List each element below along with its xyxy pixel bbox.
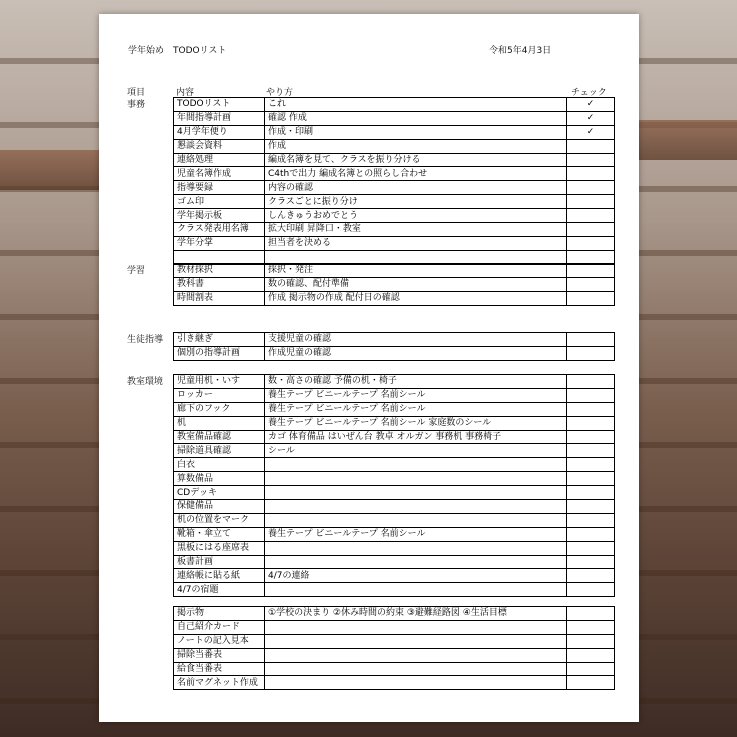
todo-table-section	[173, 606, 615, 690]
table-row	[174, 223, 615, 237]
check-cell[interactable]	[567, 181, 615, 195]
method-cell: 養生テープ ビニールテープ 名前シール	[265, 527, 567, 541]
check-cell[interactable]	[567, 346, 615, 360]
table-row	[174, 416, 615, 430]
item-cell: 4月学年便り	[174, 125, 265, 139]
background-desk-right	[637, 120, 737, 160]
method-cell	[265, 634, 567, 648]
column-header-check: チェック	[571, 88, 607, 98]
table-row	[174, 388, 615, 402]
check-cell[interactable]	[567, 264, 615, 278]
item-cell: 個別の指導計画	[174, 346, 265, 360]
check-cell[interactable]	[567, 388, 615, 402]
check-cell[interactable]	[567, 555, 615, 569]
method-cell: クラスごとに振り分け	[265, 195, 567, 209]
method-cell	[265, 458, 567, 472]
item-cell: 懇談会資料	[174, 139, 265, 153]
table-row	[174, 125, 615, 139]
table-row	[174, 486, 615, 500]
check-cell[interactable]	[567, 291, 615, 305]
table-row	[174, 346, 615, 360]
sheet-date: 令和5年4月3日	[489, 46, 552, 56]
check-cell[interactable]	[567, 333, 615, 347]
check-cell[interactable]	[567, 500, 615, 514]
table-row	[174, 264, 615, 278]
item-cell: 机	[174, 416, 265, 430]
check-cell[interactable]	[567, 444, 615, 458]
item-cell: 学年掲示板	[174, 209, 265, 223]
check-cell[interactable]	[567, 209, 615, 223]
table-row	[174, 607, 615, 621]
item-cell: 机の位置をマーク	[174, 513, 265, 527]
table-row	[174, 458, 615, 472]
item-cell: 教材採択	[174, 264, 265, 278]
method-cell: 内容の確認	[265, 181, 567, 195]
table-row	[174, 139, 615, 153]
item-cell: 4/7の宿題	[174, 583, 265, 597]
method-cell: 作成・印刷	[265, 125, 567, 139]
section-category: 事務	[127, 100, 146, 110]
item-cell: 時間割表	[174, 291, 265, 305]
check-cell[interactable]	[567, 662, 615, 676]
table-row	[174, 620, 615, 634]
todo-table-section	[173, 263, 615, 306]
check-cell[interactable]	[567, 513, 615, 527]
method-cell	[265, 648, 567, 662]
check-cell[interactable]	[567, 139, 615, 153]
item-cell: ロッカー	[174, 388, 265, 402]
table-row	[174, 98, 615, 112]
method-cell	[265, 620, 567, 634]
item-cell: ノートの記入見本	[174, 634, 265, 648]
check-cell[interactable]	[567, 416, 615, 430]
method-cell: 数・高さの確認 予備の机・椅子	[265, 375, 567, 389]
check-cell[interactable]	[567, 541, 615, 555]
method-cell: C4thで出力 編成名簿との照らし合わせ	[265, 167, 567, 181]
table-row	[174, 209, 615, 223]
check-cell[interactable]	[567, 167, 615, 181]
table-row	[174, 541, 615, 555]
item-cell: 黒板にはる座席表	[174, 541, 265, 555]
item-cell: 年間指導計画	[174, 111, 265, 125]
table-row	[174, 153, 615, 167]
table-row	[174, 167, 615, 181]
check-cell[interactable]	[567, 620, 615, 634]
method-cell	[265, 662, 567, 676]
table-row	[174, 634, 615, 648]
item-cell: 指導要録	[174, 181, 265, 195]
method-cell: 作成児童の確認	[265, 346, 567, 360]
method-cell: 確認 作成	[265, 111, 567, 125]
method-cell	[265, 472, 567, 486]
item-cell: TODOリスト	[174, 98, 265, 112]
item-cell: 給食当番表	[174, 662, 265, 676]
table-row	[174, 333, 615, 347]
check-cell[interactable]: ✓	[567, 111, 615, 125]
item-cell: 連絡処理	[174, 153, 265, 167]
check-cell[interactable]	[567, 402, 615, 416]
check-cell[interactable]	[567, 569, 615, 583]
item-cell: 児童用机・いす	[174, 375, 265, 389]
method-cell: 養生テープ ビニールテープ 名前シール 家庭数のシール	[265, 416, 567, 430]
method-cell: これ	[265, 98, 567, 112]
table-row	[174, 402, 615, 416]
item-cell: 名前マグネット作成	[174, 676, 265, 690]
todo-table-section	[173, 374, 615, 597]
table-row	[174, 472, 615, 486]
method-cell: 養生テープ ビニールテープ 名前シール	[265, 388, 567, 402]
check-cell[interactable]	[567, 676, 615, 690]
table-row	[174, 583, 615, 597]
check-cell[interactable]	[567, 195, 615, 209]
method-cell: カゴ 体育備品 はいぜん台 教卓 オルガン 事務机 事務椅子	[265, 430, 567, 444]
check-cell[interactable]	[567, 223, 615, 237]
table-row	[174, 444, 615, 458]
method-cell	[265, 513, 567, 527]
method-cell: 養生テープ ビニールテープ 名前シール	[265, 402, 567, 416]
todo-table-section	[173, 332, 615, 361]
check-cell[interactable]	[567, 648, 615, 662]
item-cell: 連絡帳に貼る紙	[174, 569, 265, 583]
table-row	[174, 662, 615, 676]
table-row	[174, 555, 615, 569]
item-cell: 算数備品	[174, 472, 265, 486]
check-cell[interactable]	[567, 634, 615, 648]
table-row	[174, 676, 615, 690]
table-row	[174, 195, 615, 209]
table-row	[174, 430, 615, 444]
check-cell[interactable]	[567, 486, 615, 500]
table-row	[174, 181, 615, 195]
table-row	[174, 277, 615, 291]
item-cell: 掃除道具確認	[174, 444, 265, 458]
method-cell: 作成	[265, 139, 567, 153]
method-cell	[265, 486, 567, 500]
item-cell: 児童名簿作成	[174, 167, 265, 181]
check-cell[interactable]	[567, 583, 615, 597]
check-cell[interactable]: ✓	[567, 98, 615, 112]
item-cell: 自己紹介カード	[174, 620, 265, 634]
check-cell[interactable]	[567, 153, 615, 167]
table-row	[174, 291, 615, 305]
method-cell	[265, 555, 567, 569]
method-cell: 作成 掲示物の作成 配付日の確認	[265, 291, 567, 305]
column-header-category: 項目	[127, 88, 146, 98]
method-cell: 4/7の連絡	[265, 569, 567, 583]
item-cell: CDデッキ	[174, 486, 265, 500]
item-cell: 学年分掌	[174, 236, 265, 250]
method-cell: 拡大印刷 昇降口・教室	[265, 223, 567, 237]
item-cell: 板書計画	[174, 555, 265, 569]
item-cell: クラス発表用名簿	[174, 223, 265, 237]
method-cell: 採択・発注	[265, 264, 567, 278]
sheet-title: 学年始め TODOリスト	[128, 46, 227, 56]
table-row	[174, 648, 615, 662]
section-category: 教室環境	[127, 377, 164, 387]
table-row	[174, 527, 615, 541]
check-cell[interactable]	[567, 277, 615, 291]
item-cell: 掲示物	[174, 607, 265, 621]
method-cell	[265, 676, 567, 690]
method-cell: シール	[265, 444, 567, 458]
item-cell: 教科書	[174, 277, 265, 291]
check-cell[interactable]	[567, 375, 615, 389]
table-row	[174, 513, 615, 527]
method-cell: ①学校の決まり ②休み時間の約束 ③避難経路図 ④生活目標	[265, 607, 567, 621]
check-cell[interactable]	[567, 236, 615, 250]
method-cell	[265, 583, 567, 597]
check-cell[interactable]: ✓	[567, 125, 615, 139]
check-cell[interactable]	[567, 607, 615, 621]
item-cell: 白衣	[174, 458, 265, 472]
section-category: 生徒指導	[127, 335, 164, 345]
section-category: 学習	[127, 266, 146, 276]
item-cell: 教室備品確認	[174, 430, 265, 444]
check-cell[interactable]	[567, 458, 615, 472]
check-cell[interactable]	[567, 527, 615, 541]
check-cell[interactable]	[567, 430, 615, 444]
check-cell[interactable]	[567, 472, 615, 486]
method-cell	[265, 541, 567, 555]
table-row	[174, 236, 615, 250]
method-cell: 支援児童の確認	[265, 333, 567, 347]
todo-sheet	[99, 14, 639, 722]
table-row	[174, 111, 615, 125]
item-cell: 掃除当番表	[174, 648, 265, 662]
item-cell: 靴箱・傘立て	[174, 527, 265, 541]
item-cell: 保健備品	[174, 500, 265, 514]
method-cell: しんきゅうおめでとう	[265, 209, 567, 223]
table-row	[174, 500, 615, 514]
method-cell	[265, 500, 567, 514]
method-cell: 数の確認、配付準備	[265, 277, 567, 291]
column-header-content: 内容	[176, 88, 195, 98]
method-cell: 担当者を決める	[265, 236, 567, 250]
table-row	[174, 569, 615, 583]
item-cell: ゴム印	[174, 195, 265, 209]
column-header-method: やり方	[266, 88, 294, 98]
item-cell: 引き継ぎ	[174, 333, 265, 347]
background-desk-left	[0, 150, 100, 190]
todo-table-section	[173, 97, 615, 265]
item-cell: 廊下のフック	[174, 402, 265, 416]
table-row	[174, 375, 615, 389]
method-cell: 編成名簿を見て、クラスを振り分ける	[265, 153, 567, 167]
